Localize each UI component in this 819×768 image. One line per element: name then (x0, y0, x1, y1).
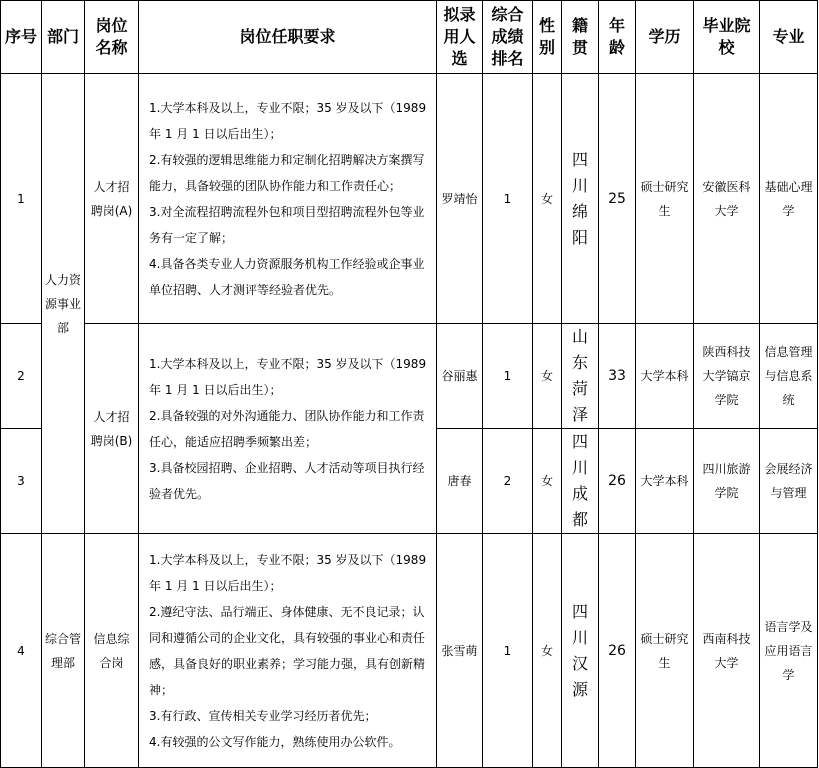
age-cell: 26 (599, 429, 636, 534)
dept-cell-hr: 人力资源事业部 (42, 74, 85, 534)
origin-cell: 四川成都 (562, 429, 599, 534)
requirement-line: 1.大学本科及以上，专业不限；35 岁及以下（1989 年 1 月 1 日以后出生）； (149, 356, 427, 397)
requirement-line: 1.大学本科及以上，专业不限；35 岁及以下（1989 年 1 月 1 日以后出生）； (149, 100, 427, 141)
header-candidate: 拟录用人选 (437, 1, 483, 74)
requirement-line: 4.有较强的公文写作能力，熟练使用办公软件。 (149, 734, 401, 749)
header-position: 岗位名称 (85, 1, 139, 74)
position-cell-hr-a: 人才招聘岗(A) (85, 74, 139, 324)
education-cell: 大学本科 (636, 324, 694, 429)
age-cell: 25 (599, 74, 636, 324)
seq-cell: 1 (1, 74, 42, 324)
school-cell: 四川旅游学院 (694, 429, 760, 534)
header-dept: 部门 (42, 1, 85, 74)
requirement-line: 2.有较强的逻辑思维能力和定制化招聘解决方案撰写能力，具备较强的团队协作能力和工作责任心； (149, 152, 425, 193)
origin-cell: 四川绵阳 (562, 74, 599, 324)
school-cell: 安徽医科大学 (694, 74, 760, 324)
requirement-line: 3.有行政、宣传相关专业学习经历者优先； (149, 708, 377, 723)
table-row (1, 534, 818, 768)
requirements-cell-hr-b (139, 324, 437, 534)
header-requirements: 岗位任职要求 (139, 1, 437, 74)
seq-cell: 2 (1, 324, 42, 429)
header-school: 毕业院校 (694, 1, 760, 74)
school-cell: 西南科技大学 (694, 534, 760, 768)
rank-cell: 1 (483, 324, 533, 429)
origin-cell: 四川汉源 (562, 534, 599, 768)
table-row (1, 74, 818, 324)
gender-cell: 女 (533, 429, 562, 534)
header-row (1, 1, 818, 74)
age-cell: 26 (599, 534, 636, 768)
position-cell-info: 信息综合岗 (85, 534, 139, 768)
seq-cell: 3 (1, 429, 42, 534)
requirement-line: 4.具备各类专业人力资源服务机构工作经验或企事业单位招聘、人才测评等经验者优先。 (149, 256, 425, 297)
major-cell: 语言学及应用语言学 (760, 534, 818, 768)
gender-cell: 女 (533, 74, 562, 324)
gender-cell: 女 (533, 324, 562, 429)
header-education: 学历 (636, 1, 694, 74)
major-cell: 会展经济与管理 (760, 429, 818, 534)
rank-cell: 1 (483, 534, 533, 768)
requirement-line: 2.具备较强的对外沟通能力、团队协作能力和工作责任心，能适应招聘季频繁出差； (149, 408, 425, 449)
rank-cell: 2 (483, 429, 533, 534)
requirement-line: 1.大学本科及以上，专业不限；35 岁及以下（1989 年 1 月 1 日以后出生）； (149, 552, 427, 593)
candidate-cell: 唐春 (437, 429, 483, 534)
major-cell: 信息管理与信息系统 (760, 324, 818, 429)
requirements-cell-hr-a (139, 74, 437, 324)
dept-cell-general: 综合管理部 (42, 534, 85, 768)
header-seq: 序号 (1, 1, 42, 74)
rank-cell: 1 (483, 74, 533, 324)
school-cell: 陕西科技大学镐京学院 (694, 324, 760, 429)
header-age: 年龄 (599, 1, 636, 74)
requirement-line: 3.对全流程招聘流程外包和项目型招聘流程外包等业务有一定了解； (149, 204, 425, 245)
header-gender: 性别 (533, 1, 562, 74)
table-row (1, 324, 818, 429)
candidate-cell: 谷丽惠 (437, 324, 483, 429)
header-major: 专业 (760, 1, 818, 74)
education-cell: 硕士研究生 (636, 74, 694, 324)
candidate-cell: 张雪萌 (437, 534, 483, 768)
requirements-cell-info (139, 534, 437, 768)
gender-cell: 女 (533, 534, 562, 768)
origin-cell: 山东菏泽 (562, 324, 599, 429)
requirement-line: 2.遵纪守法、品行端正、身体健康、无不良记录；认同和遵循公司的企业文化，具有较强的事业心和责任感，具备良好的职业素养；学习能力强，具有创新精神； (149, 604, 426, 697)
education-cell: 硕士研究生 (636, 534, 694, 768)
requirement-line: 3.具备校园招聘、企业招聘、人才活动等项目执行经验者优先。 (149, 460, 425, 501)
header-rank: 综合成绩排名 (483, 1, 533, 74)
seq-cell: 4 (1, 534, 42, 768)
major-cell: 基础心理学 (760, 74, 818, 324)
candidate-cell: 罗靖怡 (437, 74, 483, 324)
header-origin: 籍贯 (562, 1, 599, 74)
age-cell: 33 (599, 324, 636, 429)
position-cell-hr-b: 人才招聘岗(B) (85, 324, 139, 534)
education-cell: 大学本科 (636, 429, 694, 534)
